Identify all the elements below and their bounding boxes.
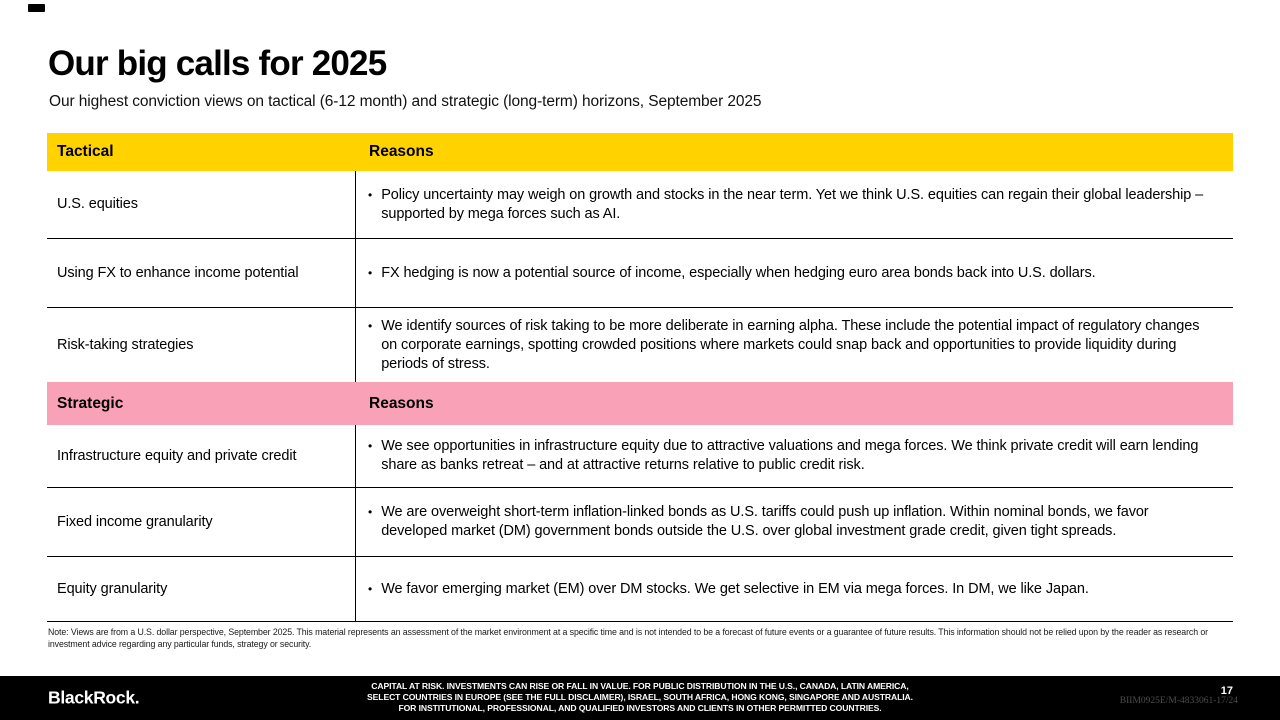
- call-label: Equity granularity: [57, 580, 168, 597]
- page-subtitle: Our highest conviction views on tactical (6-12 month) and strategic (long-term) horizons, September 2025: [49, 93, 762, 110]
- reason-text: We are overweight short-term inflation-linked bonds as U.S. tariffs could push up inflation. Within nominal bonds, we favor developed market (DM) government bonds outside the U.S. over global investment grade credit, given tight spreads.: [381, 504, 1149, 539]
- call-cell: [47, 425, 355, 487]
- reason-text: Policy uncertainty may weigh on growth and stocks in the near term. Yet we think U.S. equities can regain their global leadership – supported by mega forces such as AI.: [381, 186, 1204, 222]
- reason-text: We identify sources of risk taking to be more deliberate in earning alpha. These include the potential impact of regulatory changes on corporate earnings, spotting crowded positions where markets could snap back and opportunities to provide liquidity during periods of stress.: [381, 317, 1200, 372]
- bullet-icon: •: [368, 265, 373, 280]
- reason-cell: [355, 308, 1233, 382]
- footnote: Note: Views are from a U.S. dollar perspective, September 2025. This material represents an assessment of the market environment at a specific time and is not intended to be a forecast of future events or a guarantee of future results. This information should not be relied upon by the reader as research or investment advice regarding any particular funds, strategy or security.: [48, 627, 1208, 649]
- reason-cell: [355, 425, 1233, 487]
- footer-bar: [0, 676, 1280, 720]
- corner-mark: [28, 4, 45, 12]
- reason-text: FX hedging is now a potential source of income, especially when hedging euro area bonds back into U.S. dollars.: [381, 264, 1096, 281]
- strategic-reasons-header-label: Reasons: [369, 394, 434, 412]
- disclaimer-line: FOR INSTITUTIONAL, PROFESSIONAL, AND QUALIFIED INVESTORS AND CLIENTS IN OTHER PERMITTED COUNTRIES.: [398, 703, 882, 713]
- strategic-header-label: Strategic: [57, 394, 124, 412]
- call-label: Using FX to enhance income potential: [57, 264, 299, 281]
- disclaimer-line: CAPITAL AT RISK. INVESTMENTS CAN RISE OR FALL IN VALUE. FOR PUBLIC DISTRIBUTION IN THE U.S., CANADA, LATIN AMERICA,: [371, 681, 909, 691]
- call-cell: [47, 308, 355, 382]
- reason-text: We see opportunities in infrastructure equity due to attractive valuations and mega forces. We think private credit will earn lending share as banks retreat – and at attractive returns relative to public credit risk.: [381, 438, 1199, 473]
- reason-cell: [355, 171, 1233, 238]
- bullet-icon: •: [368, 439, 373, 453]
- table-row: [47, 308, 1233, 382]
- tactical-reasons-header-label: Reasons: [369, 143, 434, 160]
- reason-text: We favor emerging market (EM) over DM stocks. We get selective in EM via mega forces. In DM, we like Japan.: [381, 580, 1089, 597]
- tactical-header-label: Tactical: [57, 143, 114, 160]
- call-cell: [47, 171, 355, 238]
- call-label: Infrastructure equity and private credit: [57, 447, 297, 464]
- calls-table: [47, 133, 1233, 622]
- table-row: [47, 557, 1233, 622]
- disclaimer: [340, 681, 940, 714]
- table-row: [47, 425, 1233, 488]
- call-cell: [47, 557, 355, 621]
- reason-cell: [355, 557, 1233, 621]
- page-title: Our big calls for 2025: [48, 44, 387, 83]
- table-row: [47, 239, 1233, 308]
- table-row: [47, 488, 1233, 557]
- bullet-icon: •: [368, 318, 373, 333]
- call-label: Risk-taking strategies: [57, 336, 194, 353]
- call-cell: [47, 239, 355, 307]
- call-label: U.S. equities: [57, 196, 138, 212]
- bullet-icon: •: [368, 581, 373, 596]
- page-number: 17: [1220, 685, 1233, 697]
- bullet-icon: •: [368, 505, 373, 519]
- disclaimer-line: SELECT COUNTRIES IN EUROPE (SEE THE FULL DISCLAIMER), ISRAEL, SOUTH AFRICA, HONG KONG, SINGAPORE AND AUSTRALIA.: [367, 692, 913, 702]
- bullet-icon: •: [368, 187, 373, 202]
- strategic-section-header: [47, 382, 1233, 425]
- document-id: BIIM0925E/M-4833061-17/24: [1119, 696, 1238, 706]
- reason-cell: [355, 239, 1233, 307]
- reason-cell: [355, 488, 1233, 556]
- call-label: Fixed income granularity: [57, 513, 213, 530]
- blackrock-logo: BlackRock.: [48, 687, 140, 708]
- tactical-section-header: [47, 133, 1233, 171]
- call-cell: [47, 488, 355, 556]
- table-row: [47, 171, 1233, 239]
